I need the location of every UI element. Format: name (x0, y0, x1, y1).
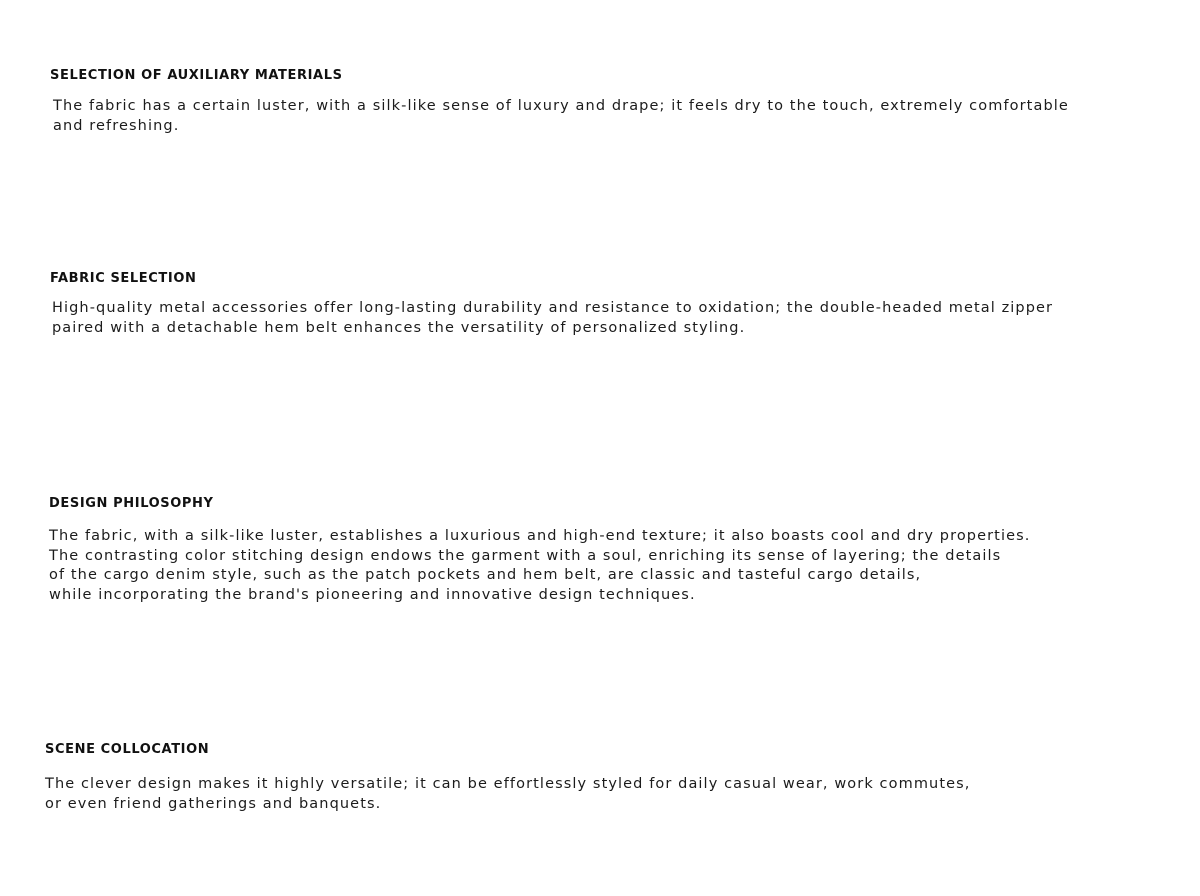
body-line: of the cargo denim style, such as the patch pockets and hem belt, are classic and tasteful cargo details, (49, 567, 922, 583)
body-line: The fabric has a certain luster, with a silk-like sense of luxury and drape; it feels dry to the touch, extremely comfortable (53, 98, 1069, 114)
body-line: The fabric, with a silk-like luster, establishes a luxurious and high-end texture; it also boasts cool and dry properties. (49, 528, 1031, 544)
section-heading: DESIGN PHILOSOPHY (49, 496, 214, 511)
body-line: or even friend gatherings and banquets. (45, 795, 382, 812)
section-body (52, 298, 1053, 338)
section-auxiliary-materials (50, 67, 1069, 134)
section-heading: FABRIC SELECTION (50, 271, 197, 286)
body-line: The clever design makes it highly versatile; it can be effortlessly styled for daily casual wear, work commutes, (45, 776, 971, 792)
section-heading: SCENE COLLOCATION (45, 742, 210, 757)
section-body (49, 527, 1030, 605)
section-fabric-selection (50, 270, 1054, 336)
section-scene-collocation (45, 741, 971, 812)
section-body (45, 775, 971, 814)
body-line: and refreshing. (53, 118, 180, 134)
body-line: paired with a detachable hem belt enhances the versatility of personalized styling. (52, 320, 746, 336)
section-design-philosophy (49, 495, 1031, 603)
body-line: High-quality metal accessories offer long-lasting durability and resistance to oxidation; the double-headed metal zipper (52, 300, 1054, 316)
body-line: while incorporating the brand's pioneering and innovative design techniques. (49, 586, 696, 603)
body-line: The contrasting color stitching design endows the garment with a soul, enriching its sense of layering; the details (49, 547, 1002, 564)
section-body (53, 96, 1069, 136)
section-heading: SELECTION OF AUXILIARY MATERIALS (50, 68, 343, 83)
